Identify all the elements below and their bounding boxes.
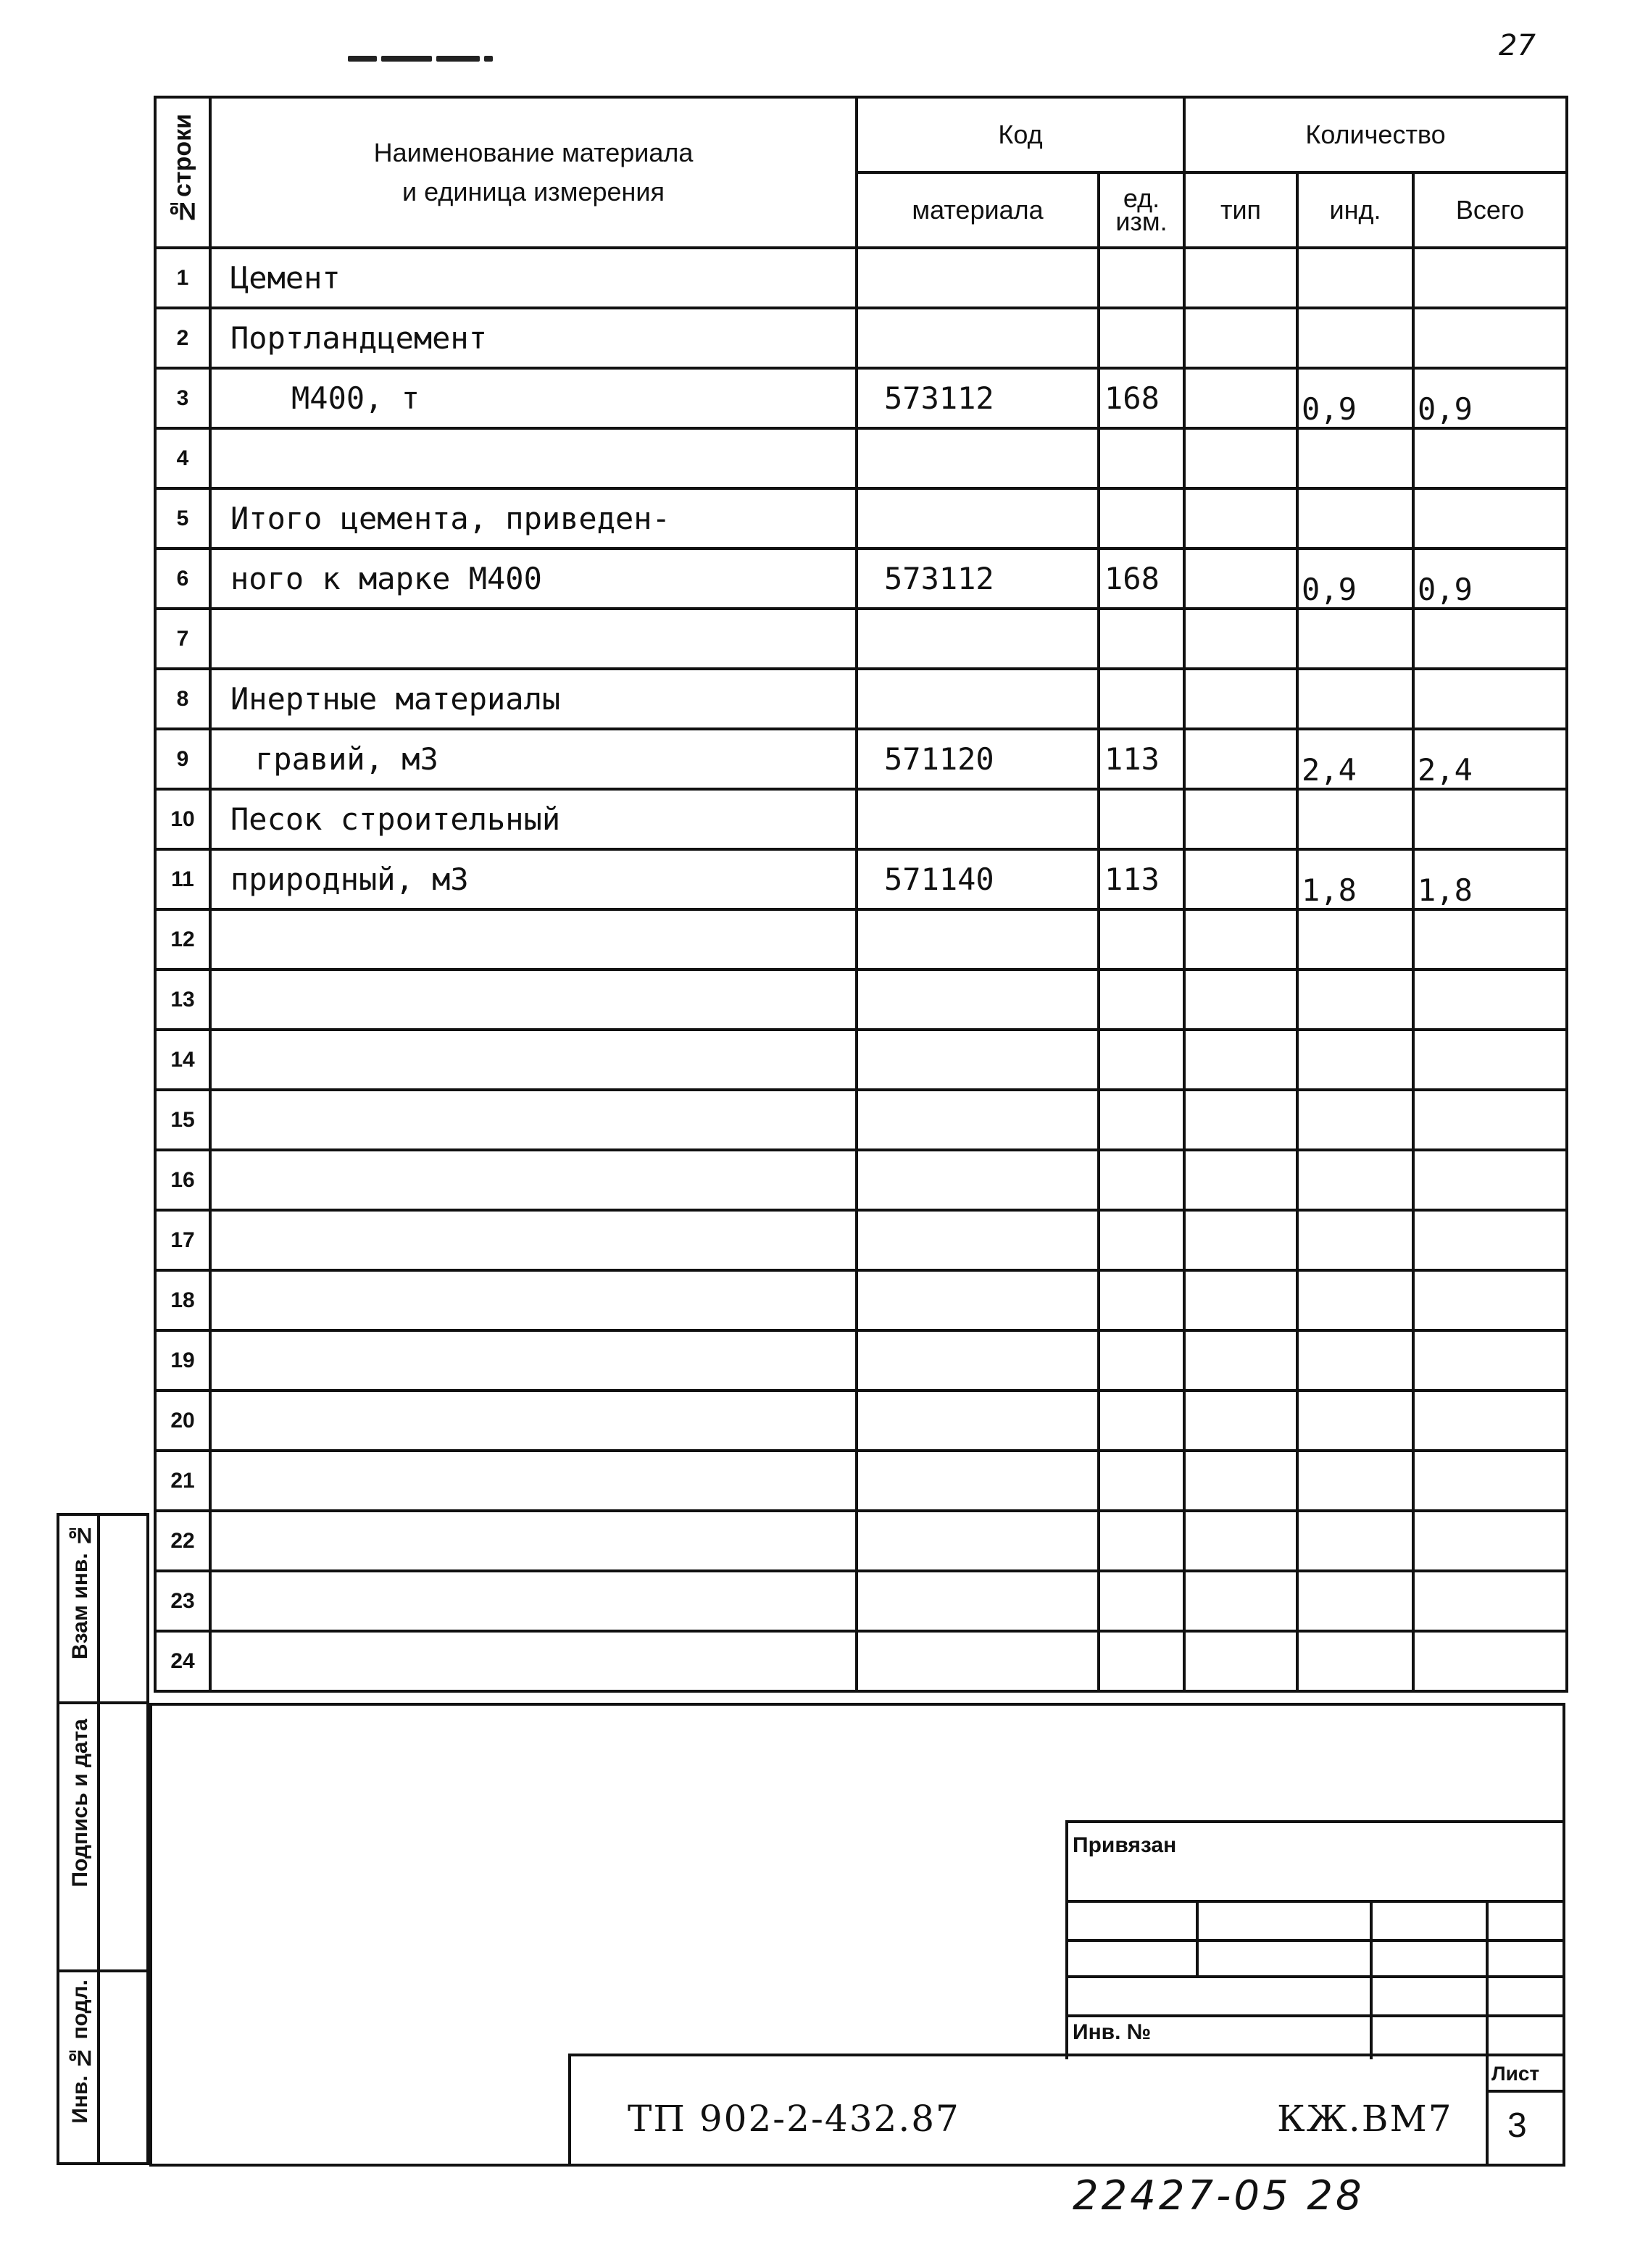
qty-ind (1297, 970, 1413, 1030)
header-scrawl (348, 52, 507, 64)
qty-ind: 1,8 (1297, 849, 1413, 909)
material-name (210, 428, 857, 488)
table-row (155, 1150, 1567, 1210)
frame-left (149, 1703, 152, 2167)
row-number: 22 (155, 1511, 210, 1571)
stamp-vline-3 (1486, 1900, 1489, 2059)
qty-total (1413, 1270, 1567, 1330)
qty-total (1413, 1391, 1567, 1451)
stamp-line-3 (1065, 1975, 1565, 1978)
material-code (857, 488, 1099, 549)
qty-type (1184, 308, 1297, 368)
material-name (210, 1210, 857, 1270)
table-row (155, 428, 1567, 488)
unit-code (1099, 1571, 1184, 1631)
material-name (210, 1030, 857, 1090)
qty-total (1413, 1330, 1567, 1391)
row-number: 2 (155, 308, 210, 368)
material-code (857, 669, 1099, 729)
unit-code (1099, 669, 1184, 729)
qty-type (1184, 488, 1297, 549)
qty-type (1184, 1511, 1297, 1571)
unit-code (1099, 1210, 1184, 1270)
material-name (210, 1330, 857, 1391)
title-line-left (568, 2054, 571, 2167)
doc-code: КЖ.ВМ7 (1277, 2098, 1453, 2140)
row-number: 21 (155, 1451, 210, 1511)
material-code (857, 1210, 1099, 1270)
col-header-code: Код (857, 97, 1184, 172)
unit-code (1099, 909, 1184, 970)
material-code: 573112 (857, 368, 1099, 428)
unit-code (1099, 1030, 1184, 1090)
material-code (857, 308, 1099, 368)
qty-ind (1297, 1451, 1413, 1511)
stamp-line-1 (1065, 1900, 1565, 1903)
table-row (155, 609, 1567, 669)
material-code (857, 1030, 1099, 1090)
table-row (155, 308, 1567, 368)
row-number: 5 (155, 488, 210, 549)
qty-total (1413, 789, 1567, 849)
qty-ind: 0,9 (1297, 549, 1413, 609)
qty-type (1184, 1451, 1297, 1511)
title-vline-sheet (1486, 2054, 1489, 2167)
material-code (857, 1391, 1099, 1451)
unit-code: 113 (1099, 849, 1184, 909)
unit-code (1099, 1391, 1184, 1451)
stamp-line-top (1065, 1820, 1565, 1823)
title-line-top (568, 2054, 1565, 2056)
col-header-row-no: №строки (155, 97, 210, 248)
qty-type (1184, 1090, 1297, 1150)
qty-type (1184, 609, 1297, 669)
qty-type (1184, 1391, 1297, 1451)
table-row (155, 248, 1567, 308)
material-code (857, 428, 1099, 488)
stamp-line-2 (1065, 1939, 1565, 1942)
qty-type (1184, 549, 1297, 609)
row-number: 4 (155, 428, 210, 488)
qty-ind (1297, 1030, 1413, 1090)
unit-code (1099, 1511, 1184, 1571)
material-code (857, 1270, 1099, 1330)
qty-ind (1297, 1270, 1413, 1330)
material-code (857, 1150, 1099, 1210)
row-number: 12 (155, 909, 210, 970)
qty-type (1184, 248, 1297, 308)
material-name: Портландцемент (210, 308, 857, 368)
unit-code (1099, 1090, 1184, 1150)
table-row (155, 1511, 1567, 1571)
materials-table (154, 96, 1568, 1693)
material-code (857, 1330, 1099, 1391)
table-row (155, 1391, 1567, 1451)
row-number: 7 (155, 609, 210, 669)
table-row (155, 1090, 1567, 1150)
stamp-vline-2 (1370, 1900, 1373, 2059)
material-name: Песок строительный (210, 789, 857, 849)
qty-ind (1297, 488, 1413, 549)
material-code (857, 1511, 1099, 1571)
table-row (155, 909, 1567, 970)
row-number: 8 (155, 669, 210, 729)
margin-label-vzam: Взам инв. № (68, 1523, 92, 1660)
col-header-ind: инд. (1297, 172, 1413, 248)
col-header-name: Наименование материала и единица измерения (210, 97, 857, 248)
frame-right (1562, 1703, 1565, 2167)
unit-code: 113 (1099, 729, 1184, 789)
row-number: 10 (155, 789, 210, 849)
unit-code: 168 (1099, 549, 1184, 609)
qty-ind (1297, 1571, 1413, 1631)
unit-code (1099, 308, 1184, 368)
qty-total (1413, 1631, 1567, 1691)
margin-box-podpis-value (97, 1701, 149, 1972)
qty-total (1413, 428, 1567, 488)
unit-code (1099, 488, 1184, 549)
qty-total (1413, 248, 1567, 308)
qty-total (1413, 1571, 1567, 1631)
qty-total (1413, 669, 1567, 729)
material-name (210, 1150, 857, 1210)
row-number: 17 (155, 1210, 210, 1270)
row-number: 24 (155, 1631, 210, 1691)
table-row (155, 729, 1567, 789)
qty-total (1413, 1210, 1567, 1270)
material-name (210, 1391, 857, 1451)
frame-bottom-of-table (149, 1703, 1565, 1706)
col-header-material-code: материала (857, 172, 1099, 248)
table-row (155, 1631, 1567, 1691)
qty-ind (1297, 308, 1413, 368)
qty-total (1413, 1150, 1567, 1210)
qty-total (1413, 308, 1567, 368)
table-row (155, 970, 1567, 1030)
unit-code (1099, 1150, 1184, 1210)
table-row (155, 1210, 1567, 1270)
stamp-line-4 (1065, 2014, 1565, 2017)
qty-ind (1297, 909, 1413, 970)
qty-ind (1297, 609, 1413, 669)
table-row (155, 669, 1567, 729)
unit-code (1099, 609, 1184, 669)
qty-type (1184, 368, 1297, 428)
qty-total: 0,9 (1413, 368, 1567, 428)
material-name (210, 1511, 857, 1571)
qty-total (1413, 1451, 1567, 1511)
margin-box-inv-value (97, 1969, 149, 2165)
table-row (155, 1270, 1567, 1330)
col-header-type: тип (1184, 172, 1297, 248)
qty-ind (1297, 1330, 1413, 1391)
qty-total (1413, 488, 1567, 549)
material-code (857, 1571, 1099, 1631)
qty-type (1184, 849, 1297, 909)
material-code (857, 970, 1099, 1030)
material-name (210, 909, 857, 970)
sheet-number: 3 (1507, 2106, 1527, 2145)
col-header-total: Всего (1413, 172, 1567, 248)
privyazan-label: Привязан (1073, 1833, 1177, 1857)
table-row (155, 789, 1567, 849)
qty-type (1184, 1330, 1297, 1391)
margin-box-vzam (57, 1513, 100, 1704)
qty-total (1413, 909, 1567, 970)
material-name: М400, т (210, 368, 857, 428)
material-name: Итого цемента, приведен- (210, 488, 857, 549)
qty-total (1413, 1090, 1567, 1150)
project-code: ТП 902-2-432.87 (628, 2098, 960, 2140)
unit-code (1099, 1330, 1184, 1391)
material-name (210, 1451, 857, 1511)
qty-type (1184, 789, 1297, 849)
material-name (210, 1270, 857, 1330)
qty-type (1184, 669, 1297, 729)
qty-ind (1297, 248, 1413, 308)
row-number: 14 (155, 1030, 210, 1090)
qty-total (1413, 970, 1567, 1030)
qty-ind (1297, 1511, 1413, 1571)
row-number: 11 (155, 849, 210, 909)
material-name: Инертные материалы (210, 669, 857, 729)
material-name (210, 609, 857, 669)
stamp-vline-1 (1196, 1900, 1199, 1977)
qty-total: 1,8 (1413, 849, 1567, 909)
qty-ind: 2,4 (1297, 729, 1413, 789)
material-name: природный, м3 (210, 849, 857, 909)
material-name: гравий, м3 (210, 729, 857, 789)
material-code (857, 248, 1099, 308)
qty-type (1184, 909, 1297, 970)
material-code (857, 789, 1099, 849)
material-code (857, 909, 1099, 970)
handwritten-number: 22427-05 28 (1073, 2172, 1365, 2219)
material-code (857, 1631, 1099, 1691)
margin-label-inv: Инв. № подл. (68, 1980, 92, 2124)
table-row (155, 549, 1567, 609)
sheet-divider (1486, 2090, 1565, 2093)
qty-type (1184, 428, 1297, 488)
margin-box-vzam-value (97, 1513, 149, 1704)
qty-type (1184, 970, 1297, 1030)
material-name: ного к марке М400 (210, 549, 857, 609)
table-row (155, 1330, 1567, 1391)
qty-ind (1297, 1391, 1413, 1451)
table-row (155, 1030, 1567, 1090)
table-row (155, 368, 1567, 428)
margin-box-podpis (57, 1701, 100, 1972)
qty-total (1413, 609, 1567, 669)
unit-code (1099, 789, 1184, 849)
qty-type (1184, 1030, 1297, 1090)
material-code (857, 1090, 1099, 1150)
row-number: 20 (155, 1391, 210, 1451)
material-name (210, 1571, 857, 1631)
qty-ind (1297, 789, 1413, 849)
unit-code: 168 (1099, 368, 1184, 428)
frame-bottom (149, 2164, 1565, 2167)
table-row (155, 1451, 1567, 1511)
unit-code (1099, 1451, 1184, 1511)
qty-type (1184, 1150, 1297, 1210)
table-row (155, 488, 1567, 549)
material-name (210, 1090, 857, 1150)
unit-code (1099, 248, 1184, 308)
qty-type (1184, 729, 1297, 789)
qty-ind: 0,9 (1297, 368, 1413, 428)
row-number: 1 (155, 248, 210, 308)
qty-ind (1297, 428, 1413, 488)
qty-type (1184, 1631, 1297, 1691)
material-code: 571120 (857, 729, 1099, 789)
margin-stamp (57, 1513, 149, 2165)
row-number: 19 (155, 1330, 210, 1391)
qty-type (1184, 1571, 1297, 1631)
row-number: 3 (155, 368, 210, 428)
unit-code (1099, 970, 1184, 1030)
row-number: 6 (155, 549, 210, 609)
row-number: 18 (155, 1270, 210, 1330)
inv-no-label: Инв. № (1073, 2020, 1152, 2044)
qty-ind (1297, 1210, 1413, 1270)
material-name (210, 970, 857, 1030)
material-code (857, 1451, 1099, 1511)
unit-code (1099, 1631, 1184, 1691)
qty-ind (1297, 669, 1413, 729)
table-row (155, 849, 1567, 909)
table-row (155, 1571, 1567, 1631)
material-code: 573112 (857, 549, 1099, 609)
qty-type (1184, 1270, 1297, 1330)
row-number: 23 (155, 1571, 210, 1631)
row-number: 15 (155, 1090, 210, 1150)
material-code: 571140 (857, 849, 1099, 909)
qty-total (1413, 1030, 1567, 1090)
row-number: 13 (155, 970, 210, 1030)
margin-box-inv (57, 1969, 100, 2165)
row-number: 16 (155, 1150, 210, 1210)
qty-ind (1297, 1150, 1413, 1210)
qty-total: 0,9 (1413, 549, 1567, 609)
row-number: 9 (155, 729, 210, 789)
material-name: Цемент (210, 248, 857, 308)
qty-ind (1297, 1631, 1413, 1691)
qty-ind (1297, 1090, 1413, 1150)
page-number: 27 (1499, 29, 1536, 62)
margin-label-podpis: Подпись и дата (68, 1719, 92, 1888)
unit-code (1099, 428, 1184, 488)
col-header-quantity: Количество (1184, 97, 1567, 172)
qty-total (1413, 1511, 1567, 1571)
material-name (210, 1631, 857, 1691)
material-code (857, 609, 1099, 669)
unit-code (1099, 1270, 1184, 1330)
qty-type (1184, 1210, 1297, 1270)
sheet-label: Лист (1491, 2062, 1540, 2085)
col-header-unit-code: ед. изм. (1099, 172, 1184, 248)
qty-total: 2,4 (1413, 729, 1567, 789)
